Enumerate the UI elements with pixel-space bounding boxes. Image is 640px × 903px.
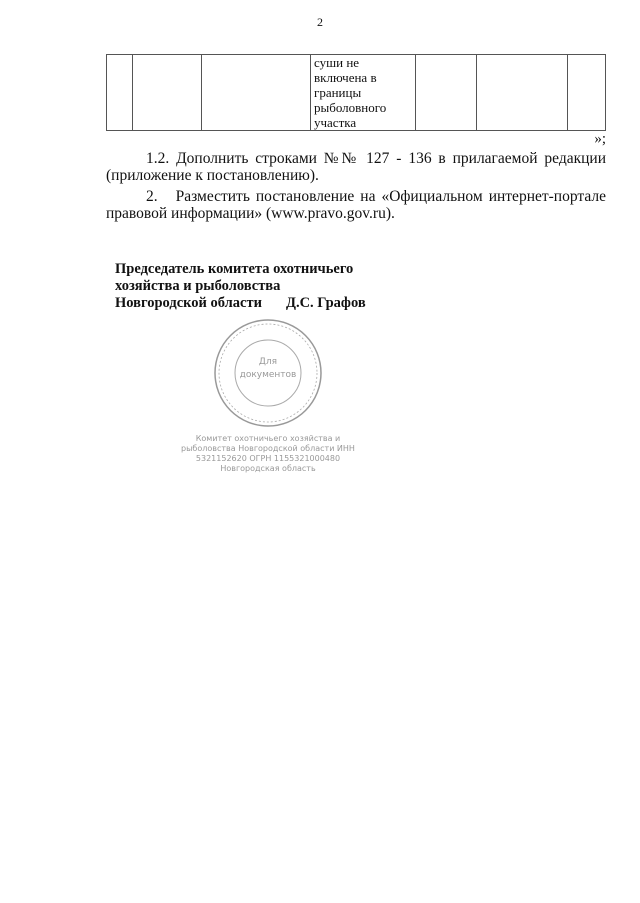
page-number: 2 [317, 15, 323, 29]
stamp-center-line2: документов [239, 370, 297, 380]
continued-table [106, 54, 606, 131]
table-cell [568, 55, 606, 131]
stamp-ring-text: Комитет охотничьего хозяйства и рыболовства Новгородской области ИНН 5321152620 ОГРН 1155321000480 Новгородская область [181, 434, 355, 473]
table-cell [202, 55, 311, 131]
signature-block [115, 261, 366, 312]
table-cell [416, 55, 477, 131]
signature-line3 [115, 295, 366, 312]
cell-line: суши не [314, 55, 360, 70]
paragraph-1-2: 1.2. Дополнить строками №№ 127 - 136 в прилагаемой редакции (приложение к постановлению). [106, 150, 606, 184]
closing-quote: »; [594, 131, 606, 147]
official-seal [213, 318, 323, 428]
signature-title-line1: Председатель комитета охотничьего [115, 261, 354, 277]
table-cell-description [311, 55, 416, 131]
cell-line: участка [314, 115, 357, 130]
signature-title-line2: хозяйства и рыболовства [115, 278, 281, 294]
stamp-center-line1: Для [258, 357, 278, 367]
cell-line: включена в [314, 70, 377, 85]
cell-line: границы [314, 85, 362, 100]
table-cell [107, 55, 133, 131]
cell-line: рыболовного [314, 100, 387, 115]
stamp-center [213, 356, 323, 382]
paragraph-2: 2. Разместить постановление на «Официальном интернет-портале правовой информации» (www.pravo.gov.ru). [106, 188, 610, 222]
signatory-name: Д.С. Графов [285, 295, 366, 311]
signature-title-line3: Новгородской области [115, 295, 262, 311]
table-cell [133, 55, 202, 131]
table-row [107, 55, 606, 131]
table-cell [477, 55, 568, 131]
